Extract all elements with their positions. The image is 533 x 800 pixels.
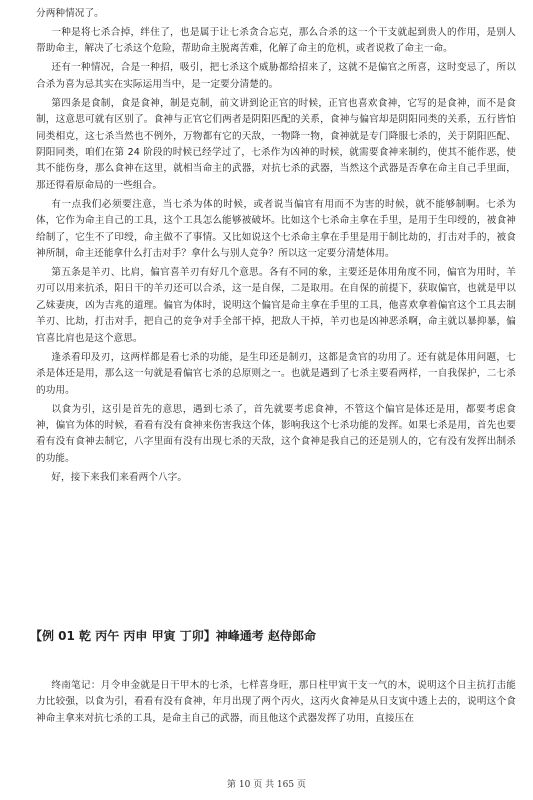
paragraph: 还有一种情况，合是一种招，吸引，把七杀这个威胁都给招来了，这就不是偏官之所喜，这时变忌了，所以合杀为喜为忌其实在实际运用当中，是一定要分清楚的。 <box>36 62 516 90</box>
paragraph: 第五条是羊刃、比肩，偏官喜羊刃有好几个意思。各有不同的象，主要还是体用角度不同，偏官为用时，羊刃可以用来抗杀，阳日干的羊刃还可以合杀，这一是自保，二是取用。在自保的前提下，获取偏官，也就是甲以乙妹妻庚，凶为吉兆的道理。偏官为体时，说明这个偏官是命主拿在手里的工具，他喜欢拿着偏官这个工具去制羊刃、比劫，打击对手，把自己的竞争对手全部干掉，把敌人干掉，羊刃也是凶神恶杀啊，命主就以暴抑暴，偏官喜比肩也是这个意思。 <box>36 267 516 344</box>
paragraph: 第四条是食制，食是食神，制是克制，前文讲到论正官的时候，正官也喜欢食神，它写的是食神，而不是食制，这意思可就有区别了。食神与正官它们两者是阴阳匹配的关系，食神与偏官却是阴阳同类的关系，五行皆怕同类相克，这七杀当然也不例外，万物都有它的天敌，一物降一物，食神就是专门降服七杀的，关于阴阳匹配、阴阳同类，咱们在第 24 阶段的时候已经学过了，七杀作为凶神的时候，就需要食神来制约，使其不能作恶，使其不能伤身，那么食神在这里，就相当命主的武器，对抗七杀的武器，当然这个武器是否拿在命主自己手里面，那还得看原命局的一些组合。 <box>36 97 516 191</box>
example-heading: 【例 01 乾 丙午 丙申 甲寅 丁卯】神峰通考 赵侍郎命 <box>30 629 316 643</box>
paragraph: 逢杀看印及刃，这两样都是看七杀的功能，是生印还是制刃，这都是贪官的功用了。还有就是体用问题，七杀是体还是用，那么这一句就是看偏官七杀的总原则之一。也就是遇到了七杀主要看两样，一自我保护，二七杀的功用。 <box>36 351 516 396</box>
paragraph: 分两种情况了。 <box>36 8 104 19</box>
notes-section <box>36 678 516 727</box>
body-text <box>36 6 516 489</box>
paragraph: 以食为引，这引是首先的意思，遇到七杀了，首先就要考虑食神，不管这个偏官是体还是用，都要考虑食神，偏官为体的时候，看看有没有食神来伤害我这个体，影响我这个七杀功能的发挥。如果七杀是用，首先也要看有没有食神去制它，八字里面有没有出现七杀的天敌，这个食神是我自己的还是别人的，它有没有发挥出制杀的功能。 <box>36 403 516 464</box>
notes-paragraph: 终南笔记：月令申金就是日干甲木的七杀，七样喜身旺，那日柱甲寅干支一气的木，说明这个日主抗打击能力比较强，以食为引，看看有没有食神，年月出现了两个丙火，这丙火食神是从日支寅中透上去的，说明这个食神命主拿来对抗七杀的工具，是命主自己的武器，而且他这个武器发挥了功用，直接压在 <box>36 680 516 724</box>
paragraph: 好，接下来我们来看两个八字。 <box>51 471 188 483</box>
page-footer: 第 10 页 共 165 页 <box>227 780 306 790</box>
paragraph: 一种是将七杀合掉，绊住了，也是属于让七杀贪合忘克，那么合杀的这一个干支就起到贵人的作用，是别人帮助命主，解决了七杀这个危险，帮助命主脱离苦难，化解了命主的危机，或者说救了命主一命。 <box>36 27 516 55</box>
paragraph: 有一点我们必须要注意，当七杀为体的时候，或者说当偏官有用而不为害的时候，就不能够制啊。七杀为体，它作为命主自己的工具，这个工具怎么能够被破坏。比如这个七杀命主拿在手里，是用于生印绶的，被食神给制了，它生不了印绶，命主做不了事情。又比如说这个七杀命主拿在手里是用于制比劫的，打击对手的，被食神所制，命主还能拿什么打击对手？拿什么与别人竞争？所以这一定要分清楚体用。 <box>36 198 516 260</box>
